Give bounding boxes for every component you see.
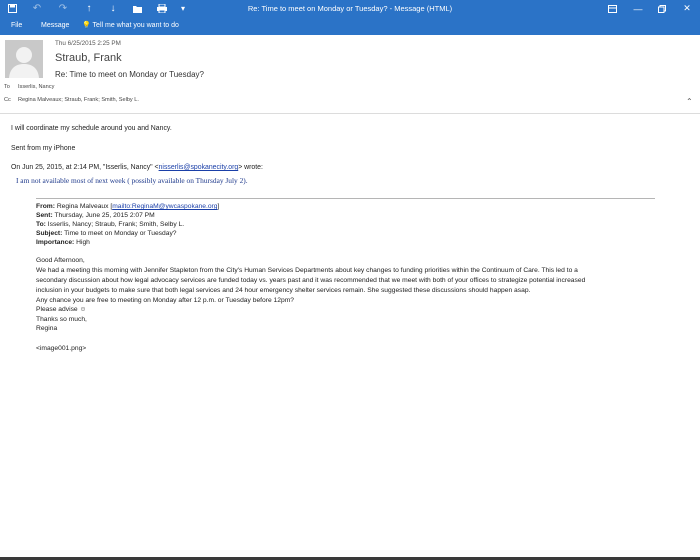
fwd-to-label: To: — [36, 221, 46, 228]
undo-icon[interactable]: ↶ — [32, 3, 42, 14]
fwd-to-value: Isserlis, Nancy; Straub, Frank; Smith, Selby L. — [47, 221, 185, 228]
paragraph-line-4: Any chance you are free to meeting on Monday after 12 p.m. or Tuesday before 12pm? — [36, 297, 294, 304]
fwd-subject-value: Time to meet on Monday or Tuesday? — [64, 230, 177, 237]
fwd-importance — [36, 239, 90, 246]
fwd-importance-value: High — [76, 239, 90, 246]
minimize-button[interactable]: — — [633, 3, 643, 14]
paragraph-line-2: secondary discussion about how legal advocacy services are funded today vs. years past and it was recommended that we meet with both of your offices to strategize potential increased — [36, 277, 586, 284]
wrote-line — [11, 164, 263, 171]
next-item-icon[interactable]: ↓ — [110, 3, 116, 14]
greeting: Good Afternoon, — [36, 257, 85, 264]
sent-from-line: Sent from my iPhone — [11, 145, 76, 152]
fwd-mailto-link[interactable]: mailto:ReginaM@ywcaspokane.org — [112, 203, 218, 210]
wrote-prefix: On Jun 25, 2015, at 2:14 PM, "Isserlis, Nancy" < — [11, 164, 159, 171]
image-attachment-placeholder: <image001.png> — [36, 345, 87, 352]
print-icon[interactable] — [152, 0, 172, 17]
sender-avatar — [5, 40, 43, 78]
cc-recipients[interactable]: Regina Malveaux; Straub, Frank; Smith, Selby L. — [18, 97, 139, 103]
fwd-sent-value: Thursday, June 25, 2015 2:07 PM — [54, 212, 155, 219]
fwd-importance-label: Importance: — [36, 239, 75, 246]
reply-line: I will coordinate my schedule around you and Nancy. — [11, 125, 172, 132]
paragraph-line-3: inclusion in your budgets to make sure that both legal services and 24 hour emergency shelter services remain. She suggested these discussions should happen asap. — [36, 287, 531, 294]
fwd-sent — [36, 212, 155, 219]
customize-toolbar-icon[interactable]: ▾ — [180, 4, 185, 13]
previous-item-icon[interactable]: ↑ — [86, 3, 92, 14]
fwd-from-name: Regina Malveaux [ — [56, 203, 113, 210]
restore-button[interactable] — [651, 0, 673, 17]
title-bar — [0, 0, 700, 17]
lightbulb-icon: 💡 — [82, 22, 91, 29]
thanks-line: Thanks so much, — [36, 316, 87, 323]
window-title: Re: Time to meet on Monday or Tuesday? - Message (HTML) — [247, 4, 453, 13]
close-button[interactable]: ✕ — [683, 3, 691, 13]
folder-icon[interactable] — [127, 0, 147, 17]
tab-file[interactable]: File — [11, 22, 23, 29]
message-header — [0, 35, 700, 113]
person-icon — [5, 40, 43, 78]
quoted-reply: I am not available most of next week ( possibly available on Thursday July 2). — [16, 176, 248, 185]
ribbon-display-options-icon[interactable] — [601, 0, 623, 17]
tell-me-label: Tell me what you want to do — [92, 22, 179, 29]
message-subject: Re: Time to meet on Monday or Tuesday? — [55, 70, 204, 79]
forward-divider — [36, 198, 655, 199]
redo-icon[interactable]: ↷ — [58, 3, 68, 14]
to-recipients[interactable]: Isserlis, Nancy — [18, 84, 55, 90]
header-divider — [0, 113, 700, 114]
tell-me-box[interactable] — [82, 17, 179, 35]
ribbon-tabs — [0, 17, 700, 35]
fwd-sent-label: Sent: — [36, 212, 53, 219]
tab-message[interactable]: Message — [41, 22, 70, 29]
collapse-header-icon[interactable]: ⌃ — [686, 97, 693, 106]
fwd-subject-label: Subject: — [36, 230, 63, 237]
cc-label: Cc — [4, 97, 11, 103]
fwd-from-end: ] — [217, 203, 220, 210]
fwd-to — [36, 221, 184, 228]
wrote-suffix: > wrote: — [238, 164, 263, 171]
fwd-from-label: From: — [36, 203, 55, 210]
fwd-subject — [36, 230, 177, 237]
paragraph-line-1: We had a meeting this morning with Jennifer Stapleton from the City's Human Services Departments about key changes to funding priorities within the Continuum of Care. This led to a — [36, 267, 578, 274]
please-advise: Please advise ☺ — [36, 306, 87, 313]
email-link[interactable]: nisserlis@spokanecity.org — [158, 164, 239, 171]
signature: Regina — [36, 325, 58, 332]
message-date: Thu 6/25/2015 2:25 PM — [55, 40, 121, 47]
save-icon[interactable] — [2, 0, 22, 17]
fwd-from — [36, 203, 219, 210]
to-label: To — [4, 84, 10, 90]
sender-name[interactable]: Straub, Frank — [55, 52, 122, 64]
